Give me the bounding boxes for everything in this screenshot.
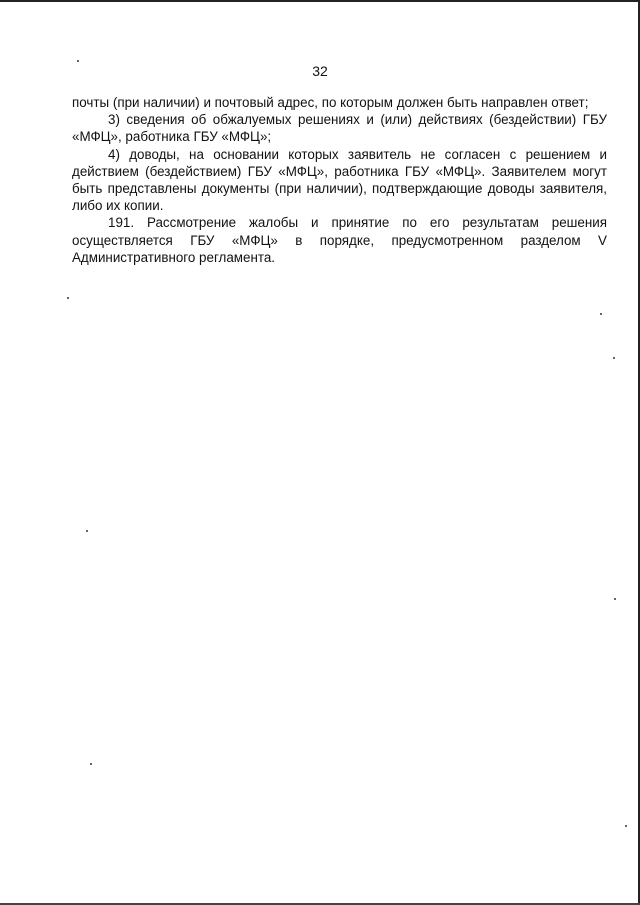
scan-edge-top <box>0 0 640 2</box>
scan-speck <box>600 313 602 315</box>
body-text <box>72 94 607 266</box>
scan-speck <box>625 825 627 827</box>
scan-speck <box>613 357 615 359</box>
paragraph-item-4: 4) доводы, на основании которых заявитель не согласен с решением и действием (бездействием) ГБУ «МФЦ», работника ГБУ «МФЦ». Заявителем могут быть представлены документы (при наличии), подтверждающие доводы заявителя, либо их копии. <box>72 146 607 214</box>
paragraph-item-3: 3) сведения об обжалуемых решениях и (или) действиях (бездействии) ГБУ «МФЦ», работника ГБУ «МФЦ»; <box>72 112 607 145</box>
scan-speck <box>614 598 616 600</box>
scan-speck <box>67 297 69 299</box>
page-number: 32 <box>312 63 328 79</box>
paragraph-postal-address: почты (при наличии) и почтовый адрес, по которым должен быть направлен ответ; <box>72 95 589 110</box>
paragraph-191: 191. Рассмотрение жалобы и принятие по его результатам решения осуществляется ГБУ «МФЦ» в порядке, предусмотренном разделом V Административного регламента. <box>72 215 607 265</box>
scan-speck <box>90 763 92 765</box>
scan-speck <box>77 60 79 62</box>
scan-speck <box>86 530 88 532</box>
